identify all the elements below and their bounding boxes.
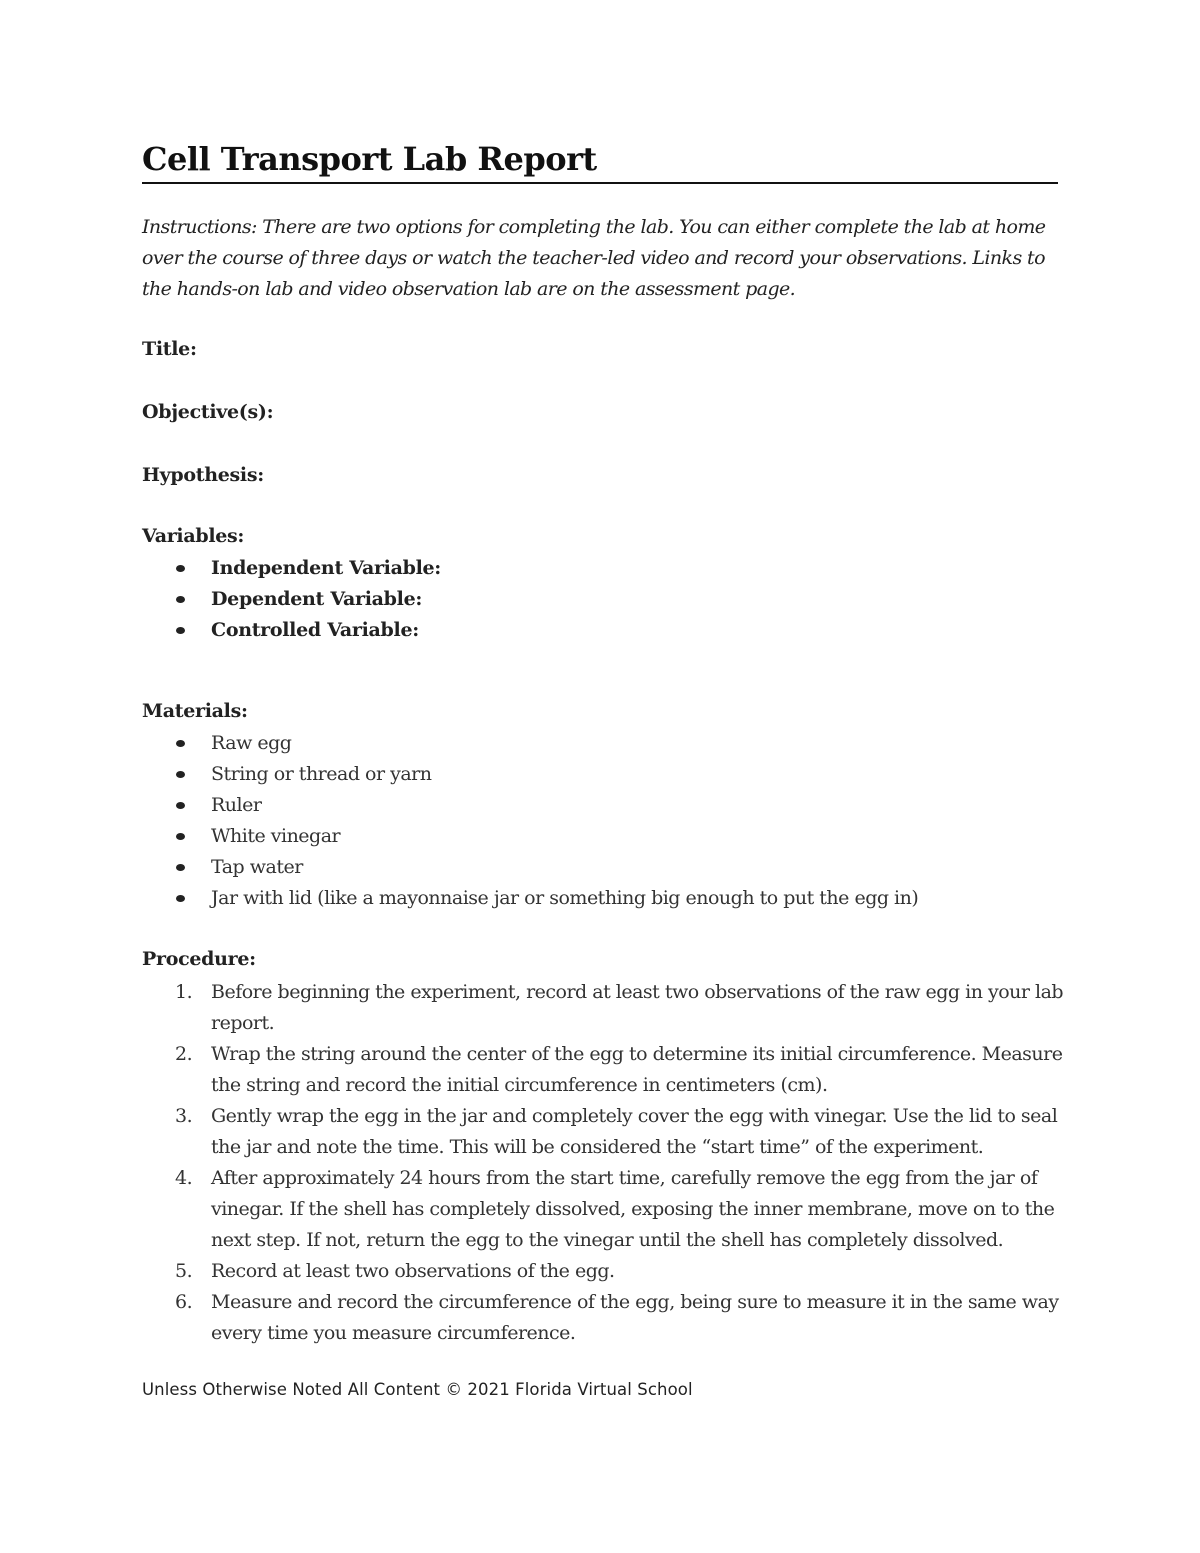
material-item: Raw egg	[211, 732, 292, 754]
list-item	[142, 852, 1072, 883]
list-item	[142, 615, 1072, 646]
step-number: 4.	[175, 1167, 193, 1189]
material-item: Tap water	[211, 856, 303, 878]
procedure-step	[142, 1256, 1072, 1287]
step-number: 1.	[175, 981, 193, 1003]
procedure-step	[142, 1163, 1072, 1256]
bullet-icon	[176, 833, 185, 840]
page-footer: Unless Otherwise Noted All Content © 2021 Florida Virtual School	[142, 1380, 693, 1399]
bullet-icon	[176, 565, 185, 572]
bullet-icon	[176, 627, 185, 634]
step-text: Measure and record the circumference of the egg, being sure to measure it in the same way every time you measure circumference.	[211, 1291, 1059, 1344]
procedure-heading: Procedure:	[142, 948, 256, 970]
step-text: Wrap the string around the center of the egg to determine its initial circumference. Measure the string and record the initial circumference in centimeters (cm).	[211, 1043, 1063, 1096]
step-number: 2.	[175, 1043, 193, 1065]
variables-heading: Variables:	[142, 525, 245, 547]
document-title: Cell Transport Lab Report	[142, 140, 1058, 184]
procedure-step	[142, 977, 1072, 1039]
bullet-icon	[176, 596, 185, 603]
bullet-icon	[176, 740, 185, 747]
list-item	[142, 553, 1072, 584]
bullet-icon	[176, 864, 185, 871]
list-item	[142, 728, 1072, 759]
materials-heading: Materials:	[142, 700, 248, 722]
procedure-step	[142, 1039, 1072, 1101]
objectives-field-label: Objective(s):	[142, 401, 274, 423]
list-item	[142, 790, 1072, 821]
step-text: After approximately 24 hours from the start time, carefully remove the egg from the jar of vinegar. If the shell has completely dissolved, exposing the inner membrane, move on to the next step. If not, return the egg to the vinegar until the shell has completely dissolved.	[211, 1167, 1055, 1251]
hypothesis-field-label: Hypothesis:	[142, 464, 264, 486]
variable-independent: Independent Variable:	[211, 557, 441, 579]
material-item: Ruler	[211, 794, 262, 816]
material-item: String or thread or yarn	[211, 763, 432, 785]
bullet-icon	[176, 802, 185, 809]
step-text: Record at least two observations of the egg.	[211, 1260, 615, 1282]
step-number: 3.	[175, 1105, 193, 1127]
material-item: Jar with lid (like a mayonnaise jar or something big enough to put the egg in)	[211, 887, 919, 909]
list-item	[142, 821, 1072, 852]
procedure-step	[142, 1287, 1072, 1349]
variables-list	[142, 553, 1072, 646]
bullet-icon	[176, 895, 185, 902]
list-item	[142, 883, 1072, 914]
instructions-paragraph: Instructions: There are two options for completing the lab. You can either complete the lab at home over the course of three days or watch the teacher-led video and record your observations. Links to the hands-on lab and video observation lab are on the assessment page.	[142, 216, 1046, 300]
variable-dependent: Dependent Variable:	[211, 588, 423, 610]
list-item	[142, 759, 1072, 790]
step-text: Gently wrap the egg in the jar and completely cover the egg with vinegar. Use the lid to seal the jar and note the time. This will be considered the “start time” of the experiment.	[211, 1105, 1058, 1158]
list-item	[142, 584, 1072, 615]
variable-controlled: Controlled Variable:	[211, 619, 419, 641]
step-number: 6.	[175, 1291, 193, 1313]
material-item: White vinegar	[211, 825, 341, 847]
procedure-list	[142, 977, 1072, 1349]
procedure-step	[142, 1101, 1072, 1163]
bullet-icon	[176, 771, 185, 778]
step-text: Before beginning the experiment, record at least two observations of the raw egg in your lab report.	[211, 981, 1064, 1034]
title-field-label: Title:	[142, 338, 197, 360]
step-number: 5.	[175, 1260, 193, 1282]
materials-list	[142, 728, 1072, 914]
